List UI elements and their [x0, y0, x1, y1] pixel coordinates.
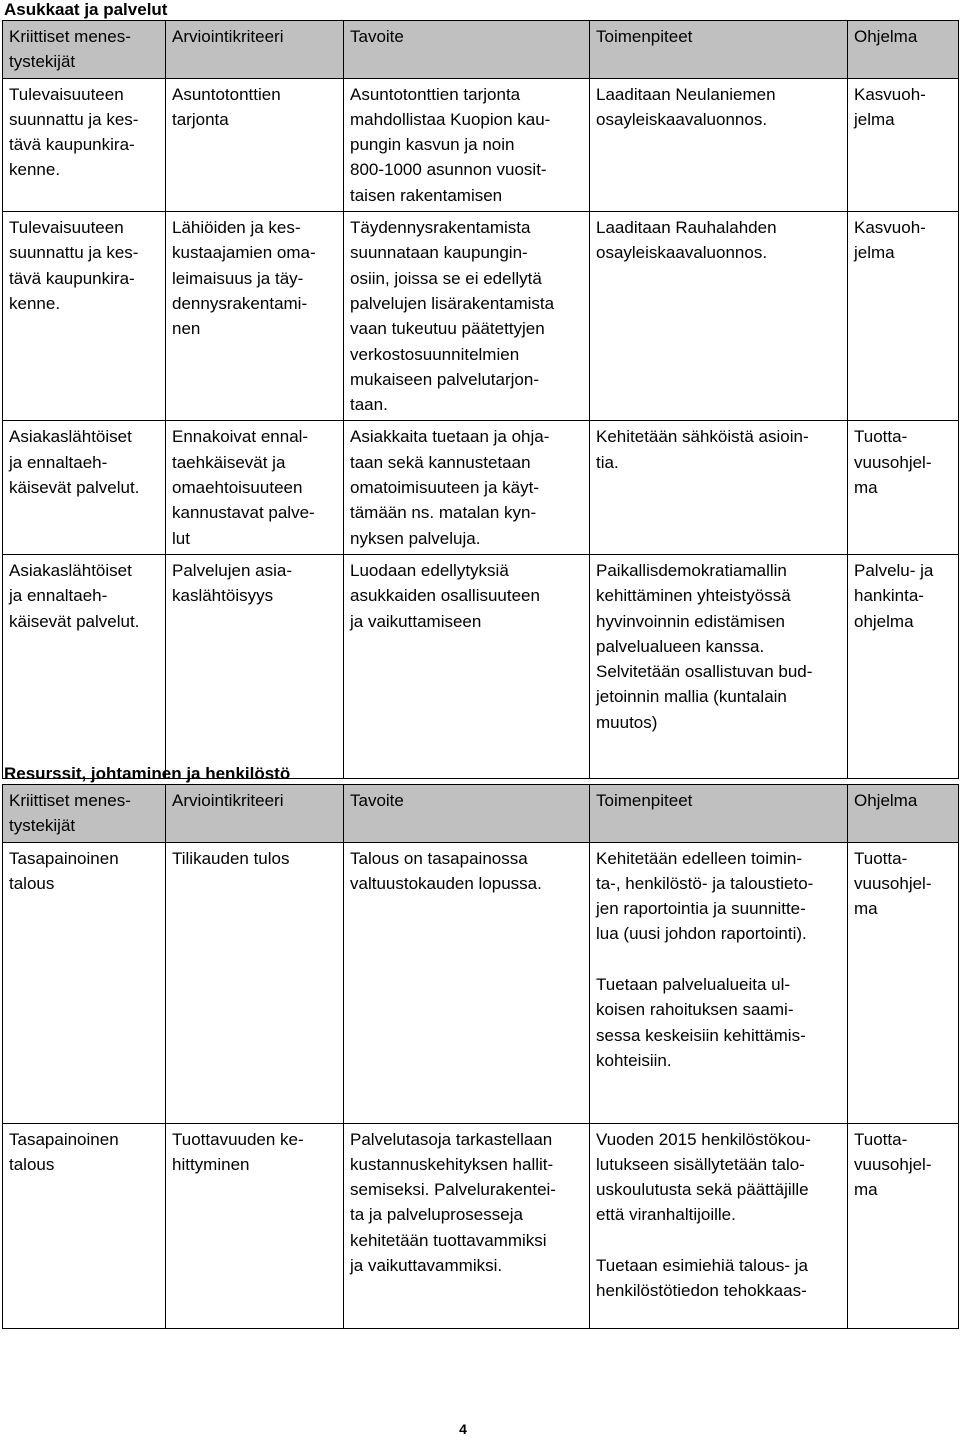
- cell-line: ja ennaltaeh-: [9, 452, 108, 472]
- criterion-cell: [166, 212, 344, 421]
- cell-line: Tuotta-: [854, 848, 908, 868]
- cell-line: osayleiskaavaluonnos.: [596, 109, 768, 129]
- cell-line: Tavoite: [350, 791, 404, 810]
- cell-line: kehittäminen yhteistyössä: [596, 586, 791, 606]
- cell-line: hyvinvoinnin edistämisen: [596, 611, 785, 631]
- table-row: [3, 421, 959, 554]
- table-row: [3, 842, 959, 1123]
- cell-line: kaslähtöisyys: [172, 586, 274, 606]
- cell-line: Kehitetään edelleen toimin-: [596, 848, 803, 868]
- cell-line: mahdollistaa Kuopion kau-: [350, 109, 551, 129]
- cell-line: pungin kasvun ja noin: [350, 135, 515, 155]
- cell-line: omaehtoisuuteen: [172, 478, 303, 498]
- section-title: Resurssit, johtaminen ja henkilöstö: [4, 764, 291, 783]
- column-header-goal: [344, 785, 590, 843]
- table-header-row: [3, 785, 959, 843]
- cell-line: tämään ns. matalan kyn-: [350, 503, 537, 523]
- cell-line: osiin, joissa se ei edellytä: [350, 268, 542, 288]
- cell-line: Palvelutasoja tarkastellaan: [350, 1129, 553, 1149]
- cell-line: Tasapainoinen: [9, 848, 119, 868]
- cell-line: verkostosuunnitelmien: [350, 344, 520, 364]
- action-cell: [590, 1123, 848, 1328]
- action-cell: [590, 554, 848, 778]
- cell-line: Tilikauden tulos: [172, 848, 290, 868]
- cell-line: Kasvuoh-: [854, 84, 926, 104]
- section-asukkaat-ja-palvelut: [2, 0, 958, 779]
- programme-cell: [848, 554, 959, 778]
- cell-line: Asiakaslähtöiset: [9, 427, 132, 447]
- cell-line: ohjelma: [854, 611, 914, 631]
- column-header-goal: [344, 21, 590, 79]
- cell-line: Toimenpiteet: [596, 791, 693, 810]
- success-factor-cell: [3, 212, 166, 421]
- column-header-programme: [848, 21, 959, 79]
- cell-line: Kasvuoh-: [854, 218, 926, 238]
- programme-cell: [848, 78, 959, 211]
- cell-line: [596, 1228, 841, 1253]
- cell-line: vuusohjel-: [854, 452, 932, 472]
- cell-line: valtuustokauden lopussa.: [350, 873, 542, 893]
- cell-line: Talous on tasapainossa: [350, 848, 528, 868]
- cell-line: ta-, henkilöstö- ja taloustieto-: [596, 873, 814, 893]
- cell-line: kustaajamien oma-: [172, 243, 316, 263]
- table-row: [3, 1123, 959, 1328]
- column-header-success-factor: [3, 785, 166, 843]
- cell-line: osayleiskaavaluonnos.: [596, 243, 768, 263]
- cell-line: Kriittiset menes-: [9, 27, 131, 46]
- goal-cell: [344, 212, 590, 421]
- success-factor-cell: [3, 554, 166, 778]
- cell-line: lut: [172, 528, 190, 548]
- cell-line: Ennakoivat ennal-: [172, 427, 309, 447]
- cell-line: kustannuskehityksen hallit-: [350, 1154, 554, 1174]
- success-factor-cell: [3, 842, 166, 1123]
- cell-line: Tuetaan palvelualueita ul-: [596, 975, 791, 995]
- cell-line: Toimenpiteet: [596, 27, 693, 46]
- cell-line: asukkaiden osallisuuteen: [350, 586, 540, 606]
- cell-line: vaan tukeutuu päätettyjen: [350, 319, 545, 339]
- criterion-cell: [166, 78, 344, 211]
- cell-line: tarjonta: [172, 109, 229, 129]
- cell-line: kehitetään tuottavammiksi: [350, 1230, 547, 1250]
- cell-line: Kriittiset menes-: [9, 791, 131, 810]
- cell-line: Tulevaisuuteen: [9, 218, 124, 238]
- cell-line: Tuotta-: [854, 427, 908, 447]
- programme-cell: [848, 212, 959, 421]
- success-factor-cell: [3, 78, 166, 211]
- cell-line: palvelujen lisärakentamista: [350, 293, 555, 313]
- cell-line: hankinta-: [854, 586, 924, 606]
- cell-line: muutos): [596, 712, 658, 732]
- cell-line: käisevät palvelut.: [9, 611, 140, 631]
- cell-line: Tuottavuuden ke-: [172, 1129, 304, 1149]
- cell-line: taan.: [350, 395, 388, 415]
- success-factor-cell: [3, 1123, 166, 1328]
- cell-line: 800-1000 asunnon vuosit-: [350, 160, 547, 180]
- criterion-cell: [166, 1123, 344, 1328]
- cell-line: Vuoden 2015 henkilöstökou-: [596, 1129, 811, 1149]
- cell-line: Lähiöiden ja kes-: [172, 218, 301, 238]
- cell-line: ma: [854, 899, 878, 919]
- criterion-cell: [166, 842, 344, 1123]
- action-cell: [590, 842, 848, 1123]
- cell-line: Selvitetään osallistuvan bud-: [596, 662, 813, 682]
- cell-line: mukaiseen palvelutarjon-: [350, 369, 539, 389]
- cell-line: taehkäisevät ja: [172, 452, 286, 472]
- section-resurssit-johtaminen-ja-henkilosto: [2, 764, 958, 1329]
- cell-line: Palvelujen asia-: [172, 560, 293, 580]
- cell-line: tystekijät: [9, 816, 76, 836]
- cell-line: Luodaan edellytyksiä: [350, 560, 509, 580]
- action-cell: [590, 212, 848, 421]
- cell-line: Ohjelma: [854, 791, 918, 810]
- cell-line: ma: [854, 478, 878, 498]
- criterion-cell: [166, 554, 344, 778]
- cell-line: Laaditaan Neulaniemen: [596, 84, 776, 104]
- cell-line: suunnataan kaupungin-: [350, 243, 528, 263]
- cell-line: taisen rakentamisen: [350, 185, 503, 205]
- table-row: [3, 78, 959, 211]
- cell-line: [596, 947, 841, 972]
- cell-line: ja vaikuttavammiksi.: [350, 1256, 503, 1276]
- cell-line: Asuntotonttien: [172, 84, 281, 104]
- goal-cell: [344, 1123, 590, 1328]
- goal-cell: [344, 421, 590, 554]
- cell-line: ma: [854, 1180, 878, 1200]
- cell-line: lua (uusi johdon raportointi).: [596, 924, 807, 944]
- criteria-table: [2, 784, 959, 1329]
- table-header-row: [3, 21, 959, 79]
- criteria-table: [2, 20, 959, 779]
- column-header-criterion: [166, 785, 344, 843]
- cell-line: nyksen palveluja.: [350, 528, 481, 548]
- cell-line: ja ennaltaeh-: [9, 586, 108, 606]
- cell-line: taan sekä kannustetaan: [350, 452, 531, 472]
- cell-line: tävä kaupunkira-: [9, 268, 135, 288]
- cell-line: Paikallisdemokratiamallin: [596, 560, 787, 580]
- programme-cell: [848, 1123, 959, 1328]
- cell-line: vuusohjel-: [854, 1154, 932, 1174]
- goal-cell: [344, 842, 590, 1123]
- cell-line: Tuotta-: [854, 1129, 908, 1149]
- cell-line: Asuntotonttien tarjonta: [350, 84, 521, 104]
- cell-line: jen raportointia ja suunnitte-: [596, 899, 806, 919]
- table-row: [3, 554, 959, 778]
- cell-line: koisen rahoituksen saami-: [596, 1000, 794, 1020]
- cell-line: Tavoite: [350, 27, 404, 46]
- cell-line: sessa keskeisiin kehittämis-: [596, 1025, 806, 1045]
- programme-cell: [848, 842, 959, 1123]
- cell-line: Ohjelma: [854, 27, 918, 46]
- criterion-cell: [166, 421, 344, 554]
- cell-line: Asiakaslähtöiset: [9, 560, 132, 580]
- cell-line: Kehitetään sähköistä asioin-: [596, 427, 809, 447]
- cell-line: Tasapainoinen: [9, 1129, 119, 1149]
- section-title: Asukkaat ja palvelut: [4, 0, 168, 19]
- cell-line: suunnattu ja kes-: [9, 109, 139, 129]
- cell-line: ja vaikuttamiseen: [350, 611, 482, 631]
- cell-line: dennysrakentami-: [172, 293, 308, 313]
- cell-line: Laaditaan Rauhalahden: [596, 218, 777, 238]
- column-header-programme: [848, 785, 959, 843]
- page-number: 4: [459, 1421, 467, 1437]
- cell-line: nen: [172, 319, 201, 339]
- column-header-action: [590, 785, 848, 843]
- cell-line: ta ja palveluprosesseja: [350, 1205, 523, 1225]
- cell-line: suunnattu ja kes-: [9, 243, 139, 263]
- cell-line: kannustavat palve-: [172, 503, 315, 523]
- column-header-success-factor: [3, 21, 166, 79]
- cell-line: tävä kaupunkira-: [9, 135, 135, 155]
- cell-line: Arviointikriteeri: [172, 27, 284, 46]
- cell-line: Täydennysrakentamista: [350, 218, 531, 238]
- cell-line: leimaisuus ja täy-: [172, 268, 304, 288]
- cell-line: että viranhaltijoille.: [596, 1205, 736, 1225]
- cell-line: käisevät palvelut.: [9, 478, 140, 498]
- cell-line: hittyminen: [172, 1154, 250, 1174]
- cell-line: Tulevaisuuteen: [9, 84, 124, 104]
- cell-line: kenne.: [9, 293, 61, 313]
- cell-line: tia.: [596, 452, 619, 472]
- goal-cell: [344, 554, 590, 778]
- cell-line: jetoinnin mallia (kuntalain: [596, 687, 787, 707]
- cell-line: talous: [9, 1154, 55, 1174]
- action-cell: [590, 421, 848, 554]
- cell-line: kenne.: [9, 160, 61, 180]
- cell-line: jelma: [854, 109, 895, 129]
- cell-line: talous: [9, 873, 55, 893]
- cell-line: omatoimisuuteen ja käyt-: [350, 478, 539, 498]
- cell-line: tystekijät: [9, 52, 76, 72]
- programme-cell: [848, 421, 959, 554]
- cell-line: henkilöstötiedon tehokkaas-: [596, 1281, 807, 1301]
- action-cell: [590, 78, 848, 211]
- cell-line: jelma: [854, 243, 895, 263]
- column-header-action: [590, 21, 848, 79]
- cell-line: semiseksi. Palvelurakentei-: [350, 1180, 556, 1200]
- cell-line: Palvelu- ja: [854, 560, 934, 580]
- cell-line: palvelualueen kanssa.: [596, 636, 765, 656]
- success-factor-cell: [3, 421, 166, 554]
- column-header-criterion: [166, 21, 344, 79]
- cell-line: Tuetaan esimiehiä talous- ja: [596, 1256, 808, 1276]
- cell-line: kohteisiin.: [596, 1050, 672, 1070]
- cell-line: lutukseen sisällytetään talo-: [596, 1154, 805, 1174]
- table-row: [3, 212, 959, 421]
- cell-line: vuusohjel-: [854, 873, 932, 893]
- cell-line: uskoulutusta sekä päättäjille: [596, 1180, 809, 1200]
- cell-line: Arviointikriteeri: [172, 791, 284, 810]
- cell-line: Asiakkaita tuetaan ja ohja-: [350, 427, 550, 447]
- goal-cell: [344, 78, 590, 211]
